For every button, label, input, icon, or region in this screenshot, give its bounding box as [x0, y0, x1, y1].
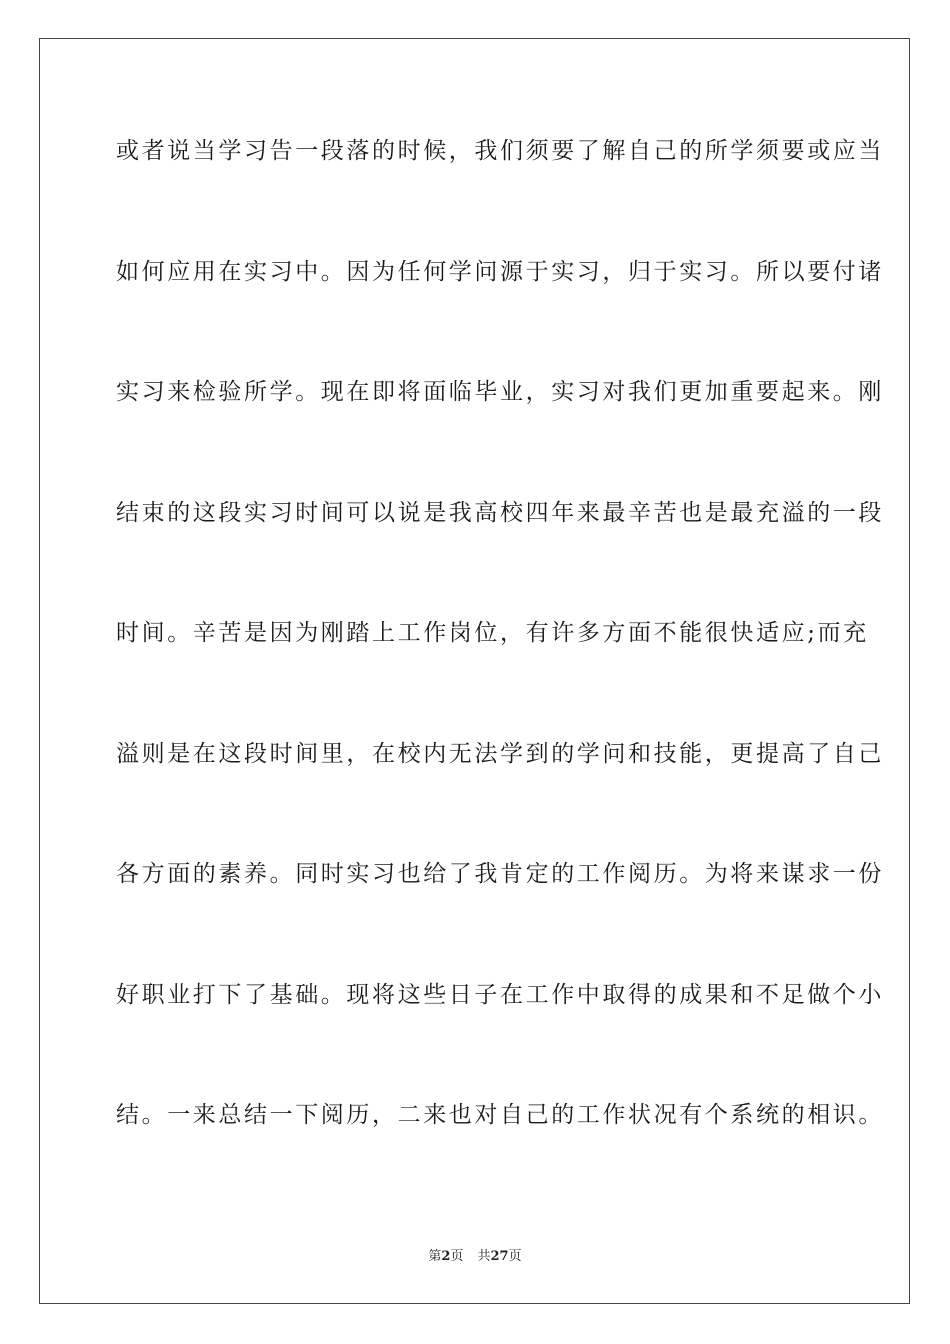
- paragraph-line: 或者说当学习告一段落的时候，我们须要了解自己的所学须要或应当: [116, 138, 884, 164]
- paragraph-line: 结束的这段实习时间可以说是我高校四年来最辛苦也是最充溢的一段: [116, 499, 884, 526]
- page-label-prefix: 第: [428, 1249, 442, 1264]
- paragraph-line: 结。一来总结一下阅历，二来也对自己的工作状况有个系统的相识。: [116, 1102, 884, 1128]
- page-number: 2: [441, 1249, 451, 1264]
- page-footer: [0, 1245, 950, 1264]
- page-label-suffix: 页: [450, 1249, 464, 1264]
- paragraph-line: 溢则是在这段时间里，在校内无法学到的学问和技能，更提高了自己: [116, 740, 884, 767]
- total-label-suffix: 页: [508, 1249, 522, 1264]
- total-pages: 27: [490, 1249, 509, 1264]
- document-body: [116, 125, 884, 1210]
- paragraph-line: 如何应用在实习中。因为任何学问源于实习，归于实习。所以要付诸: [116, 258, 884, 285]
- paragraph-line: 实习来检验所学。现在即将面临毕业，实习对我们更加重要起来。刚: [116, 379, 884, 405]
- paragraph-line: 好职业打下了基础。现将这些日子在工作中取得的成果和不足做个小: [116, 981, 884, 1008]
- paragraph-line: 时间。辛苦是因为刚踏上工作岗位，有许多方面不能很快适应;而充: [116, 620, 869, 646]
- paragraph-line: 各方面的素养。同时实习也给了我肯定的工作阅历。为将来谋求一份: [116, 861, 884, 887]
- total-label-prefix: 共: [477, 1249, 491, 1264]
